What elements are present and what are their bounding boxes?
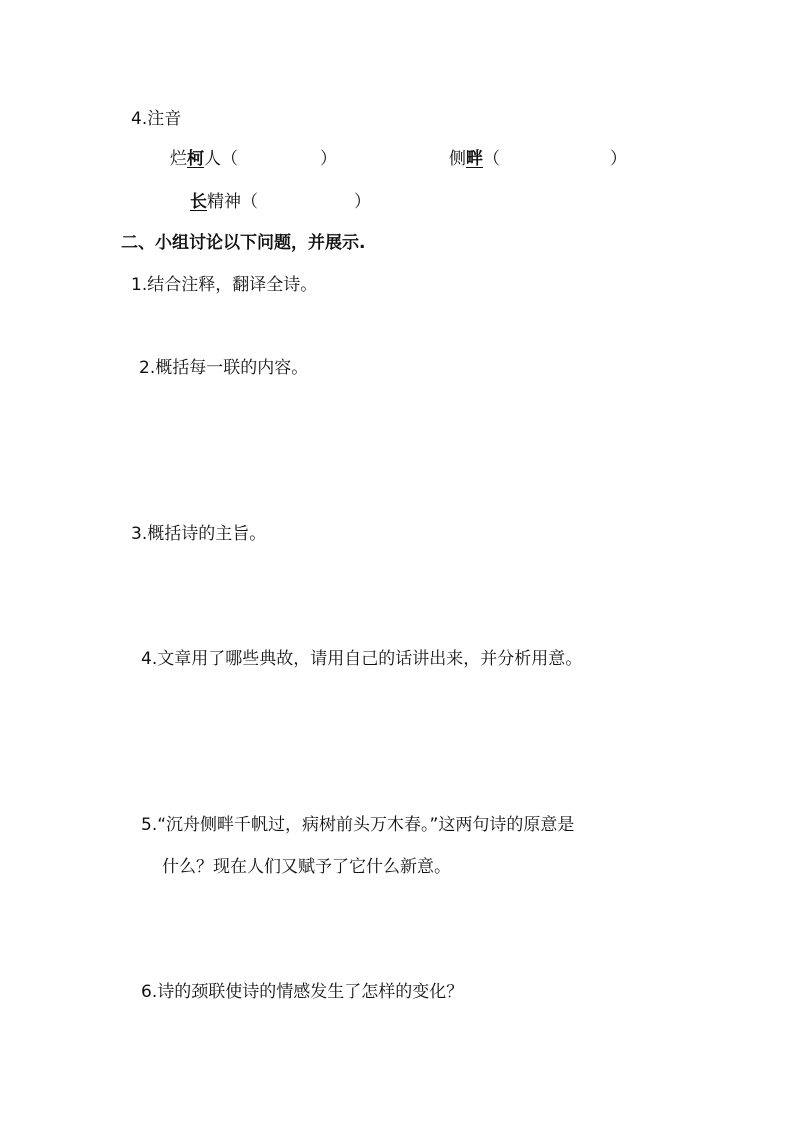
- item-pre: 侧: [449, 149, 466, 169]
- item-close: ）: [320, 149, 337, 169]
- q4-title: 4.注音: [131, 109, 182, 129]
- item-post: 人（: [204, 149, 238, 169]
- item-pre: 烂: [170, 149, 187, 169]
- pinyin-item-zhangjingshen: [190, 190, 371, 214]
- item-target-char: 柯: [187, 149, 204, 169]
- item-post: （: [483, 149, 500, 169]
- question-4: 4.文章用了哪些典故，请用自己的话讲出来，并分析用意。: [141, 649, 583, 669]
- item-close: ）: [610, 149, 627, 169]
- question-6: 6.诗的颈联使诗的情感发生了怎样的变化？: [141, 982, 464, 1002]
- item-post: 精神（: [207, 192, 258, 212]
- item-close: ）: [354, 192, 371, 212]
- section2-heading: 二、小组讨论以下问题，并展示.: [121, 233, 366, 253]
- item-target-char: 长: [190, 192, 207, 212]
- question-5-line-2: 什么？现在人们又赋予了它什么新意。: [162, 857, 451, 877]
- pinyin-item-cepan: [449, 147, 627, 171]
- pinyin-item-lanke: [170, 147, 337, 171]
- question-5-line-1: 5.“沉舟侧畔千帆过，病树前头万木春。”这两句诗的原意是: [141, 815, 575, 835]
- question-2: 2.概括每一联的内容。: [139, 358, 309, 378]
- item-target-char: 畔: [466, 149, 483, 169]
- question-3: 3.概括诗的主旨。: [131, 524, 267, 544]
- question-1: 1.结合注释，翻译全诗。: [131, 275, 318, 295]
